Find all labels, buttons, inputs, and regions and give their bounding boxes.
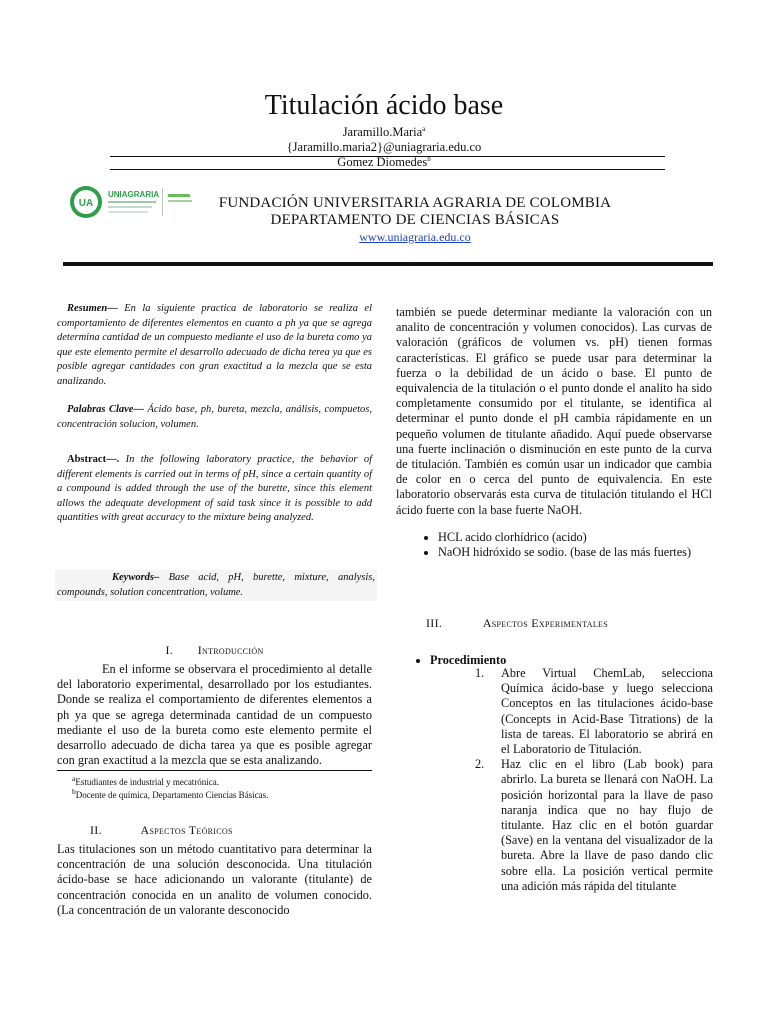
keywords-text: Base acid, pH, burette, mixture, analysis, compounds, solution concentration, volume. [57,572,375,598]
section-1-title: Introducción [197,643,264,657]
section-2-heading [57,823,372,838]
institution-line-2: DEPARTAMENTO DE CIENCIAS BÁSICAS [270,212,560,228]
palabras-paragraph [57,403,372,432]
procedure-label: • Procedimiento [430,653,730,668]
author-email: {Jaramillo.maria2}@uniagraria.edu.co [286,140,482,154]
section-3-title: Aspectos Experimentales [482,616,608,630]
author-2-mark: b [427,155,431,163]
resumen-text: En la siguiente practica de laboratorio se realiza el comportamiento de diferentes elementos en cuanto a ph ya que se agrega determina cantidad de un compuesto mediante el uso de la bureta como ya que este elemento permite el desarrollo adecuado de dicha terea ya que es posible agregar cantidades con gran exactitud a la mezcla que se esta analizando. [57,303,372,387]
step-number: 2. [475,757,485,772]
footnote-b: $^b$Docente de química, Departamento Ciencias Básicas. [72,787,269,800]
author-2-name: Gomez Diomedes [337,155,428,170]
theory-continuation: también se puede determinar mediante la valoración con un analito de concentración y volumen conocidos). Las curvas de valoración (gráficos de volumen vs. pH) tienen formas características. El gráfico se puede usar para determinar la fuerza o la debilidad de un ácido o base. El punto de equivalencia de la titulación o el punto donde el analito ha sido completamente consumido por el titulante, se identifica al determinar el punto donde el pH cambia rápidamente en un pequeño volumen de titulante añadido. Aquí puede observarse una fuerte inclinación o disminución en este punto de la curva de titulación. También es común usar un indicador que cambia de color en o cerca del punto de equivalencia. En este laboratorio observarás esta curva de titulación titulando el HCl ácido fuerte con la base fuerte NaOH. [396,305,712,517]
abstract-text: In the following laboratory practice, the behavior of different elements is carried out in terms of pH, since a certain quantity of a compound is added through the use of the burette, since this element allows the adequate development of said task since it is possible to add quantities with great accuracy to the mixture being analyzed. [57,454,373,524]
resumen-label: Resumen— [67,303,118,314]
section-2-number: II. [90,823,102,837]
footnote-b-text: Docente de química, Departamento Ciencias Básicas. [75,790,269,800]
header-rule-thick [63,262,713,266]
logo-text: UNIAGRARIA [108,190,160,199]
procedure-step [475,757,713,894]
university-logo [68,180,196,224]
section-2-title: Aspectos Teóricos [140,823,233,837]
logo-badge: UA [78,198,94,209]
paper-title: Titulación ácido base [264,90,504,121]
section-1-heading [57,643,372,658]
palabras-text: Ácido base, ph, bureta, mezcla, análisis, compuetos, concentración solucion, volumen. [57,404,372,430]
section-1-body: En el informe se observara el procedimiento al detalle del laboratorio experimental, desarrollado por los estudiantes. Donde se realiza el comportamiento de diferentes elementos a ph ya que se agrega determinada cantidad de un compuesto mediante el uso de la bureta como este elemento permite el desarrollo adecuado de dicha tarea ya que es posible agregar con gran exactitud a la mezcla que se esta analizando. [57,662,372,768]
reagent-item: • NaOH hidróxido se sodio. (base de las más fuertes) [438,545,712,560]
palabras-label: Palabras Clave— [67,404,144,415]
reagent-list [396,530,712,560]
website-link[interactable]: www.uniagraria.edu.co [359,230,471,244]
keywords-label: Keywords– [112,572,160,583]
section-1-number: I. [165,643,174,657]
resumen-paragraph [57,302,372,390]
step-number: 1. [475,666,485,680]
author-1-name: Jaramillo.Maria [342,125,423,140]
keywords-paragraph [55,570,377,601]
footnote-a-text: Estudiantes de industrial y mecatrónica. [75,777,220,787]
procedure-step [475,666,713,757]
section-2-body: Las titulaciones son un método cuantitativo para determinar la concentración de una solución desconocida. Una titulación ácido-base se hace adicionando un valorante (titulante) de concentración conocida en un analito de volumen conocido. (La concentración de un valorante desconocido [57,842,372,917]
procedure-steps [475,666,713,894]
section-3-number: III. [426,616,443,630]
author-1-mark: a [422,125,426,133]
abstract-label: Abstract—. [67,454,120,465]
section-3-heading [426,616,716,631]
step-text: Haz clic en el libro (Lab book) para abrirlo. La bureta se llenará con NaOH. La posición horizontal para la llave de paso naranja indica que no hay flujo de titulante. Haz clic en el botón guardar (Save) en la ventana del visualizador de la bureta. Abre la llave de paso dando clic sobre ella. La posición vertical permite una adición más rápida del titulante [501,757,713,893]
step-text: Abre Virtual ChemLab, selecciona Química ácido-base y luego selecciona Conceptos en las titulaciones ácido-base (Concepts in Acid-Base Titrations) de la lista de tareas. El laboratorio se abrirá en el Laboratorio de Titulación. [501,666,713,757]
footnote-rule [57,770,372,771]
footnote-a: $^a$Estudiantes de industrial y mecatrónica. [72,774,220,787]
abstract-paragraph [57,453,372,526]
reagent-item: • HCL acido clorhídrico (acido) [438,530,712,545]
author-1 [0,125,768,140]
header-rule-thin-2 [110,169,665,170]
institution-line-1: FUNDACIÓN UNIVERSITARIA AGRARIA DE COLOMBIA [218,195,612,211]
author-2 [0,155,768,170]
